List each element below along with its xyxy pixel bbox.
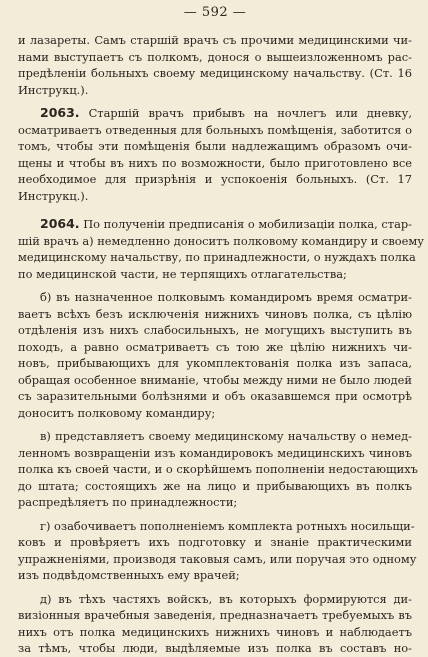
subclause-d — [18, 591, 412, 657]
article-2064 — [18, 216, 424, 282]
text-line: г) озабочиваетъ пополненіемъ комплекта ротныхъ носильщи- — [40, 518, 415, 533]
text-line: съ заразительными болѣзнями и объ оказавшемся при осмотрѣ — [18, 389, 412, 403]
text-line: По полученіи предписанія о мобилизаціи полка, стар- — [83, 217, 412, 231]
text-line: за тѣмъ, чтобы люди, выдѣляемые изъ полка въ составъ но- — [18, 641, 412, 655]
text-line: обращая особенное вниманіе, чтобы между ними не было людей — [18, 372, 412, 387]
text-line: ковъ и провѣряетъ ихъ подготовку и знаніе практическими — [18, 535, 412, 549]
text-line: доноситъ полковому командиру; — [18, 405, 216, 420]
page-number: — 592 — — [183, 5, 247, 20]
text-line: по медицинской части, не терпящихъ отлагательства; — [18, 266, 347, 281]
text-line: изъ подвѣдомственныхъ ему врачей; — [18, 568, 240, 582]
text-line: упражненіями, производя таковыя самъ, или поручая это одному — [18, 551, 417, 566]
text-line: Инструкц.). — [18, 82, 89, 97]
text-line: ленномъ возвращеніи изъ командировокъ медицинскихъ чиновъ — [18, 445, 412, 460]
text-line: осматриваетъ отведенныя для больныхъ помѣщенія, заботится о — [18, 122, 412, 137]
text-line: и лазареты. Самъ старшій врачъ съ прочими медицинскими чи- — [18, 33, 412, 47]
text-line: нихъ отъ полка медицинскихъ нижнихъ чиновъ и наблюдаетъ — [18, 624, 412, 639]
article-2063 — [18, 105, 412, 204]
text-line: визіонныя врачебныя заведенія, предназначаетъ требуемыхъ въ — [18, 608, 412, 622]
text-line: Инструкц.). — [18, 188, 89, 203]
text-line: томъ, чтобы эти помѣщенія были надлежащимъ образомъ очи- — [18, 139, 412, 153]
text-line: предѣленіи больныхъ своему медицинскому начальству. (Ст. 16 — [18, 66, 412, 80]
text-line: до штата; состоящихъ же на лицо и прибывающихъ въ полкъ — [18, 478, 412, 493]
text-line: отдѣленія изъ нихъ слабосильныхъ, не могущихъ выступить въ — [18, 323, 412, 337]
text-line: распредѣляетъ по принадлежности; — [18, 495, 238, 509]
text-line: походъ, а равно осматриваетъ съ тою же цѣлію нижнихъ чи- — [18, 339, 412, 354]
text-line: шій врачъ а) немедленно доноситъ полковому командиру и своему — [18, 233, 424, 248]
text-line: новъ, прибывающихъ для укомплектованія полка изъ запаса, — [18, 356, 412, 370]
text-line: необходимое для призрѣнія и успокоенія больныхъ. (Ст. 17 — [18, 172, 412, 186]
article-number: 2063. — [40, 105, 80, 120]
text-line: ваетъ всѣхъ безъ исключенія нижнихъ чиновъ полка, съ цѣлію — [18, 306, 412, 321]
text-line: в) представляетъ своему медицинскому начальству о немед- — [40, 429, 412, 443]
text-line: Старшій врачъ прибывъ на ночлегъ или дневку, — [88, 106, 412, 120]
text-line: медицинскому начальству, по принадлежности, о нуждахъ полка — [18, 250, 416, 264]
text-line: д) въ тѣхъ частяхъ войскъ, въ которыхъ формируются ди- — [40, 591, 412, 606]
text-line: нами выступаетъ съ полкомъ, донося о вышеизложенномъ рас- — [18, 49, 412, 64]
subclause-b — [18, 289, 412, 421]
subclause-g — [18, 518, 417, 584]
paragraph-continuation — [18, 32, 412, 98]
subclause-v — [18, 428, 418, 511]
text-line: б) въ назначенное полковымъ командиромъ время осматри- — [40, 290, 412, 304]
text-line: щены и чтобы въ нихъ по возможности, было приготовлено все — [18, 155, 412, 170]
text-line: полка къ своей части, и о скорѣйшемъ пополненіи недостающихъ — [18, 462, 418, 476]
article-number: 2064. — [40, 216, 80, 231]
